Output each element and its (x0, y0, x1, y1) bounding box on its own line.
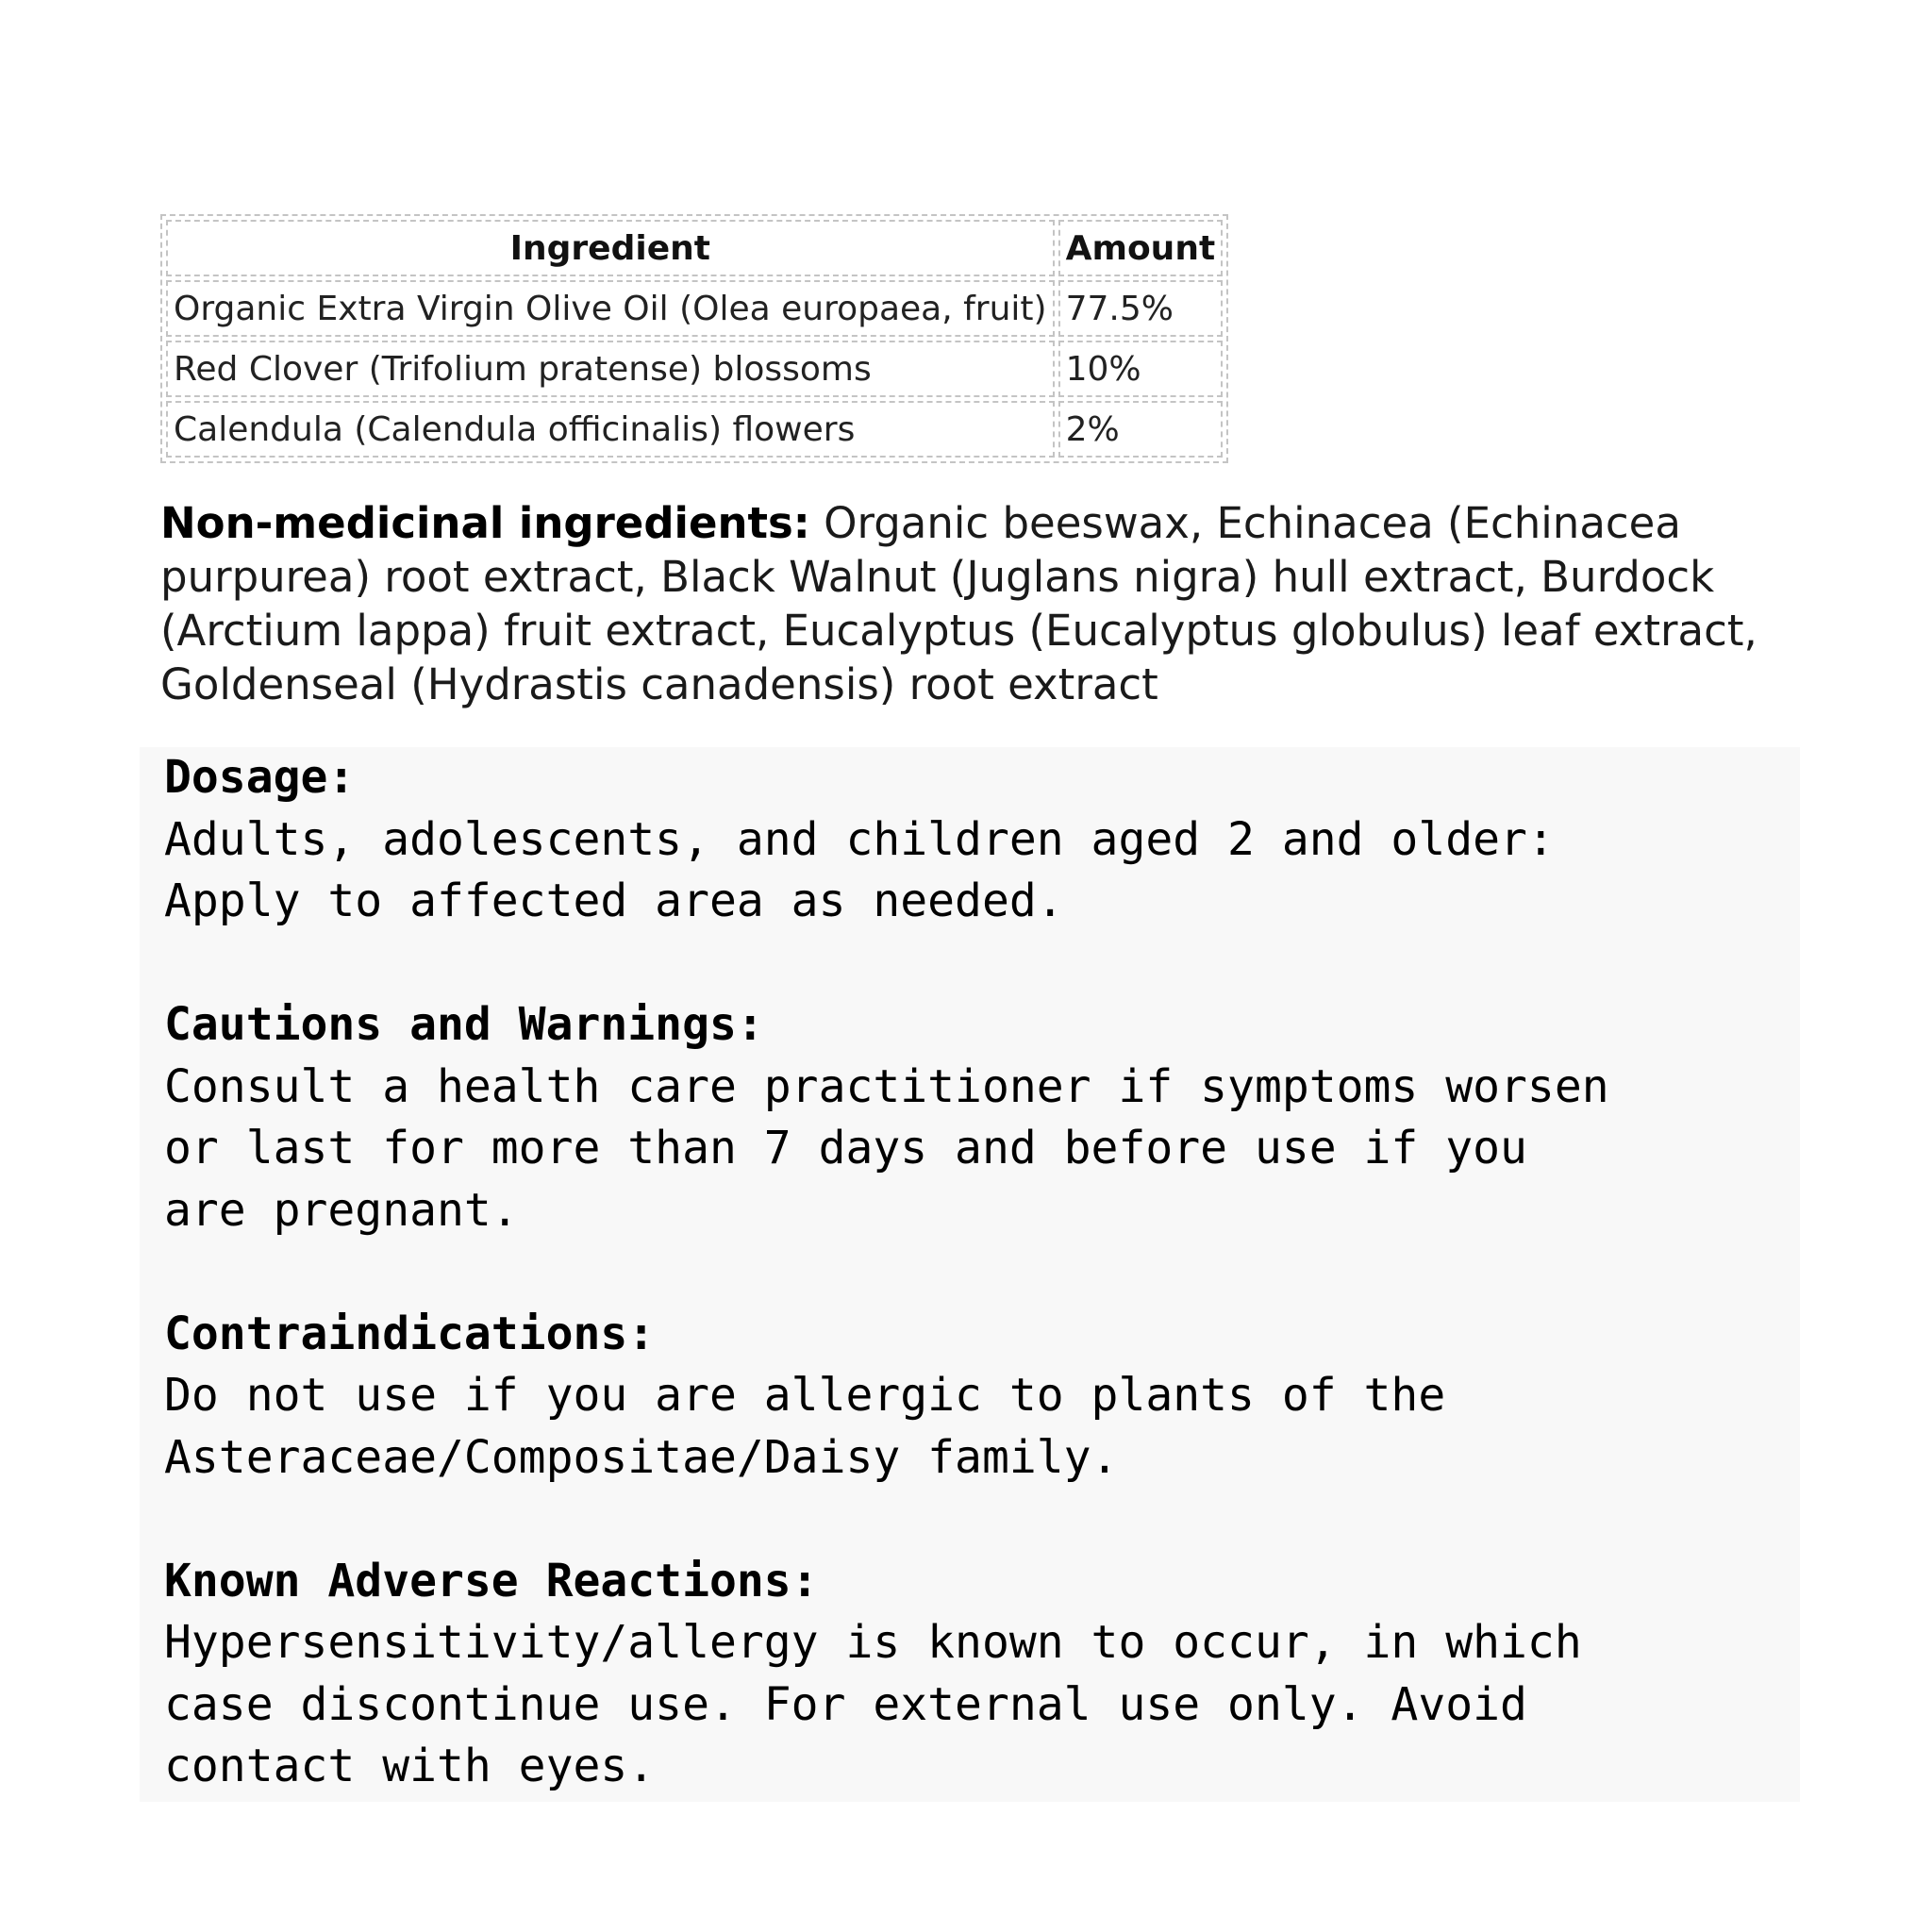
contraindications-heading: Contraindications: (164, 1307, 656, 1360)
adverse-reactions-line: contact with eyes. (164, 1740, 656, 1792)
contraindications-line: Asteraceae/Compositae/Daisy family. (164, 1430, 1119, 1484)
ingredients-table (160, 214, 1228, 463)
cautions-line: are pregnant. (164, 1183, 519, 1237)
section-spacer (164, 1489, 1800, 1551)
amount-column-header: Amount (1058, 220, 1224, 276)
cautions-line: or last for more than 7 days and before use if you (164, 1122, 1527, 1174)
non-medicinal-text: Organic beeswax, Echinacea (Echinacea purpurea) root extract, Black Walnut (Juglans nigra) hull extract, Burdock (Arctium lappa) fruit extract, Eucalyptus (Eucalyptus globulus) leaf extract, Goldenseal (Hydrastis canadensis) root extract (160, 498, 1757, 709)
ingredient-column-header: Ingredient (166, 220, 1055, 276)
table-row (166, 401, 1223, 458)
cautions-line: Consult a health care practitioner if symptoms worsen (164, 1059, 1609, 1113)
adverse-reactions-line: case discontinue use. For external use only. Avoid (164, 1677, 1527, 1731)
amount-cell: 2% (1058, 401, 1224, 458)
non-medicinal-ingredients (160, 496, 1802, 711)
ingredient-cell: Red Clover (Trifolium pratense) blossoms (166, 341, 1055, 397)
dosage-heading: Dosage: (164, 751, 356, 804)
cautions-section (164, 994, 1800, 1241)
amount-cell: 77.5% (1058, 280, 1224, 337)
non-medicinal-label: Non-medicinal ingredients: (160, 498, 810, 548)
ingredient-cell: Calendula (Calendula officinalis) flowers (166, 401, 1055, 458)
cautions-heading: Cautions and Warnings: (164, 998, 764, 1051)
table-header-row (166, 220, 1223, 276)
table-row (166, 341, 1223, 397)
contraindications-section (164, 1304, 1800, 1490)
ingredient-cell: Organic Extra Virgin Olive Oil (Olea europaea, fruit) (166, 280, 1055, 337)
amount-cell: 10% (1058, 341, 1224, 397)
section-spacer (164, 1241, 1800, 1304)
dosage-section (164, 747, 1800, 933)
adverse-reactions-section (164, 1551, 1800, 1798)
adverse-reactions-line: Hypersensitivity/allergy is known to occur, in which (164, 1616, 1582, 1669)
section-spacer (164, 933, 1800, 995)
table-row (166, 280, 1223, 337)
product-info-block (140, 747, 1800, 1802)
contraindications-line: Do not use if you are allergic to plants of the (164, 1369, 1446, 1422)
adverse-reactions-heading: Known Adverse Reactions: (164, 1554, 819, 1607)
dosage-line: Adults, adolescents, and children aged 2 and older: (164, 812, 1555, 866)
dosage-line: Apply to affected area as needed. (164, 874, 1064, 927)
